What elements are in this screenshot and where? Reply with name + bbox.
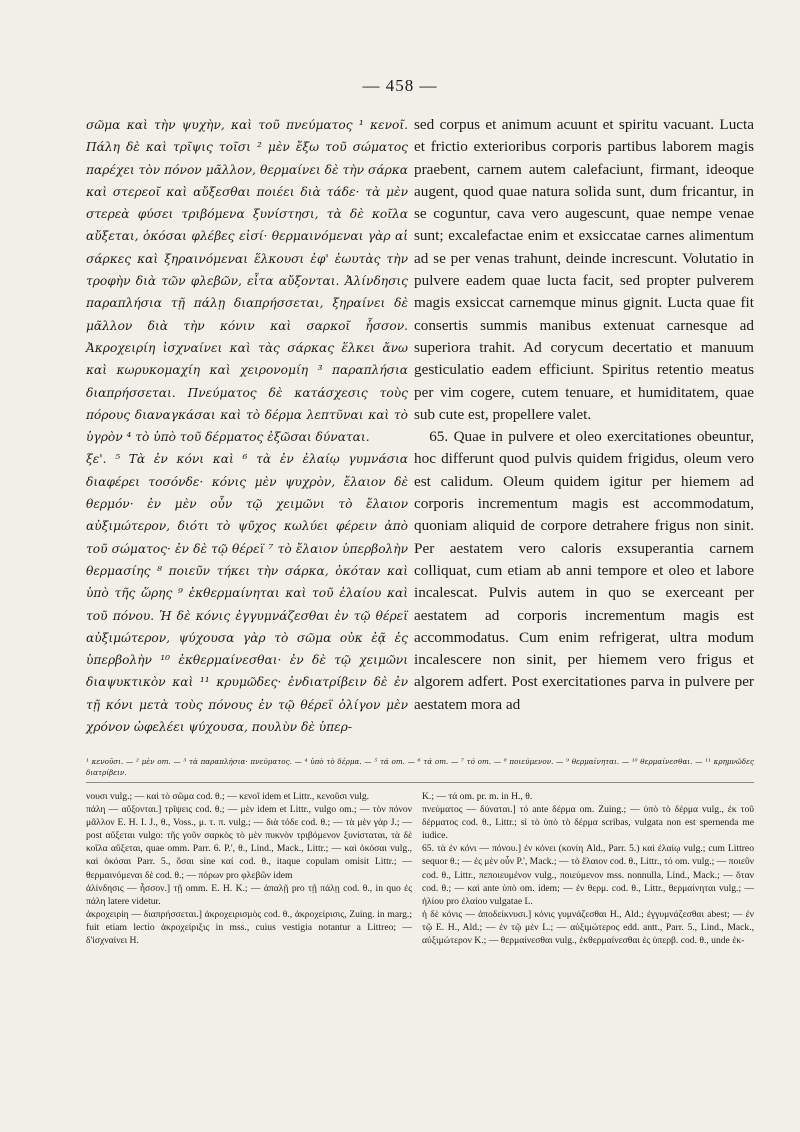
latin-text-column bbox=[414, 114, 754, 716]
page-number: — 458 — bbox=[362, 76, 438, 95]
greek-paragraph-1: σῶμα καὶ τὴν ψυχὴν, καὶ τοῦ πνεύματος ¹ κενοῖ. Πάλη δὲ καὶ τρῖψις τοῖσι ² μὲν ἔξω τοῦ σώματος παρέχει τὸν πόνον μᾶλλον, θερμαίνει δὲ τὴν σάρκα καὶ στερεοῖ καὶ αὔξεσθαι ποιέει διὰ τάδε· τὰ μὲν στερεὰ φύσει τριβόμενα ξυνίστησι, τὰ δὲ κοῖλα αὔξεται, ὁκόσαι φλέβες εἰσί· θερμαινόμεναι γὰρ αἱ σάρκες καὶ ξηραινόμεναι ἕλκουσι ἐφ' ἑωυτὰς τὴν τροφὴν διὰ τῶν φλεβῶν, εἶτα αὔξονται. Ἀλίνδησις παραπλήσια τῇ πάλῃ διαπρήσσεται, ξηραίνει δὲ μᾶλλον διὰ τὴν κόνιν καὶ σαρκοῖ ἧσσον. Ἀκροχειρίη ἰσχναίνει καὶ τὰς σάρκας ἕλκει ἄνω καὶ κωρυκομαχίη καὶ χειρονομίη ³ παραπλήσια διαπρήσσεται. Πνεύματος δὲ κατάσχεσις τοὺς πόρους διαναγκάσαι καὶ τὸ δέρμα λεπτῦναι καὶ τὸ ὑγρὸν ⁴ τὸ ὑπὸ τοῦ δέρματος ἐξῶσαι δύναται. bbox=[86, 118, 408, 445]
latin-paragraph-2: 65. Quae in pulvere et oleo exercitationes obeuntur, hoc differunt quod pulvis quidem frigidus, oleum vero est calidum. Oleum quidem igitur per hiemem ad corporis incrementum magis est accommodatum, quoniam aliquid de corpore detrahere frigus non sinit. Per aestatem vero caloris exsuperantia carnem colliquat, cum etiam ab anni tempore et oleo et labore incalescat. Pulvis autem in quo se exerceant per aestatem ad corporis incrementum magis est accommodatus. Cum enim refrigerat, ultra modum incalescere non sinit, per hiemem vero frigus et algorem adfert. Post exercitationes parva in pulvere per aestatem mora ad bbox=[414, 428, 754, 713]
apparatus-entry: πάλη — αὔξονται.] τρῖψεις cod. θ.; — μὲν idem et Littr., vulgo om.; — τὸν πόνον μᾶλλον E. H. I. J., θ., Voss., μ. τ. π. vulg.; — διὰ τόδε cod. θ.; — τὰ μὲν γὰρ J.; — post αὔξεται vulgo: τῆς γοῦν σαρκὸς τὸ μὲν πυκνὸν τριβόμενον ξυνίσταται, τὰ δὲ κοῖλα αὔξεται, quae omm. Parr. 6. P.', θ., Lind., Mack., Littr.; — καὶ ὁκόσαι vulg., καὶ ὁκόσαι Parr. 5., ὅσαι sine καί cod. θ., itaque copulam omisit Littr.; — θερμαινόμεναι δὲ cod. θ.; — πόρων pro φλεβῶν idem bbox=[86, 804, 412, 881]
apparatus-entry: πνεύματος — δύναται.] τό ante δέρμα om. Zuing.; — ὑπὸ τὸ δέρμα vulg., ἐκ τοῦ δέρματος cod. θ., Littr.; si τὸ ὑπὸ τὸ δέρμα scribas, vulgata non est spernenda me iudice. bbox=[422, 804, 754, 842]
apparatus-entry: νουσι vulg.; — καὶ τὸ σῶμα cod. θ.; — κενοῖ idem et Littr., κενοῦσι vulg. bbox=[86, 791, 370, 802]
apparatus-entry: ἡ δὲ κόνις — ἀποδείκνυσι.] κόνις γυμνάζεσθαι H., Ald.; ἐγγυμνάζεσθαι abest; — ἐν τῷ E. H., Ald.; — ἐν τῷ μὲν L.; — αὐξιμώτερος edd. antt., Parr. 5., Lind., Mack., αὐξιμώτερον K.; — θερμαίνεσθαι vulg., ἐκθερμαίνεσθαι ἐς ὑπερβ. cod. θ., unde ἐκ- bbox=[422, 908, 754, 947]
footnote-divider bbox=[86, 782, 754, 783]
apparatus-entry: 65. τὰ ἐν κόνι — πόνου.] ἐν κόνει (κονίη Ald., Parr. 5.) καὶ ἐλαίῳ vulg.; cum Littreo sequor θ.; — ἐς μὲν οὖν P.', Mack.; — τὸ ἔλαιον cod. θ., Littr., τό om. vulg.; — ποιεῦν cod. θ., Littr., πεποιευμένον vulg., ποιεύμενον mss. nonnulla, Lind., Mack.; — ὅταν cod. θ.; — καὶ ante ὑπὸ om. idem; — ἐν θερμ. cod. θ., Littr., θερμαίνηται vulg.; — ἡλίου pro ἐλαίου vulgatae L. bbox=[422, 843, 754, 907]
greek-variant-notes: ¹ κενοῦσι. — ² μὲν om. — ³ τὰ παραπλήσια· πνεύματος. — ⁴ ὑπὸ τὸ δέρμα. — ⁵ τά om. — ⁶ τά om. — ⁷ τό om. — ⁸ ποιεύμενον. — ⁹ θερμαίνηται. — ¹⁰ θερμαίνεσθαι. — ¹¹ κρημνῶδες διατρίβειν. bbox=[86, 757, 754, 777]
greek-paragraph-2: ξε'. ⁵ Τὰ ἐν κόνι καὶ ⁶ τὰ ἐν ἐλαίῳ γυμνάσια διαφέρει τοσόνδε· κόνις μὲν ψυχρὸν, ἔλαιον δὲ θερμόν· ἐν μὲν οὖν τῷ χειμῶνι τὸ ἔλαιον αὐξιμώτερον, διότι τὸ ψῦχος κωλύει φέρειν ἀπὸ τοῦ σώματος· ἐν δὲ τῷ θέρεϊ ⁷ τὸ ἔλαιον ὑπερβολὴν θερμασίης ⁸ ποιεῦν τήκει τὴν σάρκα, ὁκόταν καὶ ὑπὸ τῆς ὥρης ⁹ ἐκθερμαίνηται καὶ τοῦ ἐλαίου καὶ τοῦ πόνου. Ἡ δὲ κόνις ἐγγυμνάζεσθαι ἐν τῷ θέρεϊ αὐξιμώτερον, ψύχουσα γὰρ τὸ σῶμα οὐκ ἐᾷ ἐς ὑπερβολὴν ¹⁰ ἐκθερμαίνεσθαι· ἐν δὲ τῷ χειμῶνι διαψυκτικὸν καὶ ¹¹ κρυμῶδες· ἐνδιατρίβειν δὲ ἐν τῇ κόνι μετὰ τοὺς πόνους ἐν τῷ θέρεϊ ὀλίγον μὲν χρόνον ὠφελέει ψύχουσα, πουλὺν δὲ ὑπερ- bbox=[86, 452, 408, 735]
apparatus-entry: ἀλίνδησις — ἧσσον.] τῇ omm. E. H. K.; — ἁπαλῇ pro τῇ πάλῃ cod. θ., in quo ἐς πάλη latere videtur. bbox=[86, 882, 412, 907]
greek-text-column bbox=[86, 114, 408, 738]
apparatus-entry: ἀκροχειρίη — διαπρήσσεται.] ἀκροχειρισμὸς cod. θ., ἀκροχείρισις, Zuing. in marg.; fuit etiam lectio ἀκροχείριξις in mss., cuius vestigia notantur a Littreo; — δ'ἰσχναίνει H. bbox=[86, 908, 412, 947]
apparatus-entry: K.; — τά om. pr. m. in H., θ. bbox=[422, 791, 533, 802]
critical-apparatus-right bbox=[422, 790, 754, 947]
latin-paragraph-1: sed corpus et animum acuunt et spiritu vacuant. Lucta et frictio exterioribus corporis partibus laborem magis praebent, carnem autem calefaciunt, firmant, ideoque augent, quod quae natura solida sunt, dum fricantur, in se coguntur, cava vero augescunt, quae nempe venae sunt; excalefactae enim et exsiccatae carnes alimentum ad se per venas trahunt, deinde increscunt. Volutatio in pulvere eadem quae lucta facit, sed propter pulverem magis exsiccat carnemque minus gignit. Lucta quae fit consertis summis manibus extenuat carnesque ad superiora trahit. Ad corycum decertatio et manuum gesticulatio eadem efficiunt. Spiritus retentio meatus per vim cogere, cutem tenuare, et humiditatem, quae sub cute est, propellere valet. bbox=[414, 116, 754, 423]
critical-apparatus-left bbox=[86, 790, 412, 947]
